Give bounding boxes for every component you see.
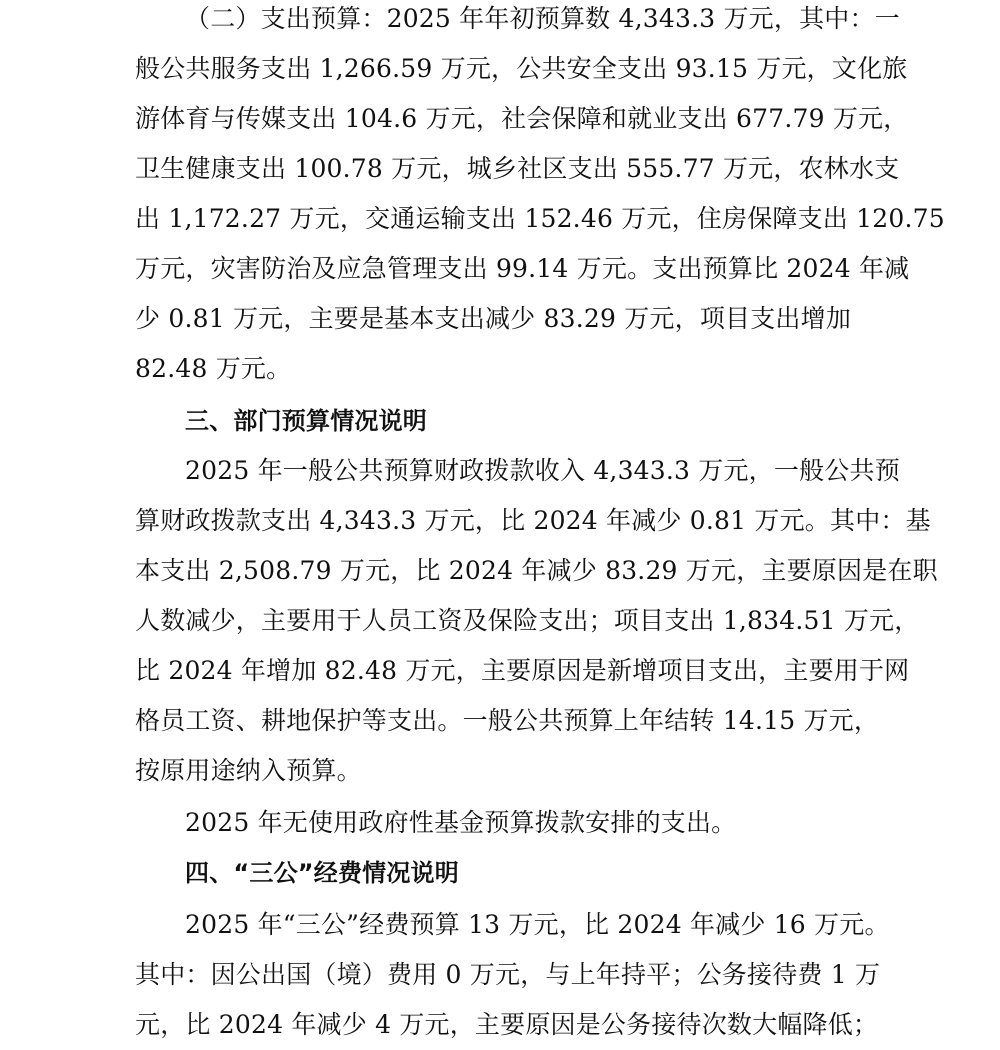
section-heading-three-public-expenses: 四、“三公”经费情况说明 bbox=[185, 859, 459, 887]
department-budget-line-5: 比 2024 年增加 82.48 万元，主要原因是新增项目支出，主要用于网 bbox=[135, 656, 910, 685]
three-public-line-1: 2025 年“三公”经费预算 13 万元，比 2024 年减少 16 万元。 bbox=[185, 910, 890, 939]
three-public-line-2: 其中：因公出国（境）费用 0 万元，与上年持平；公务接待费 1 万 bbox=[135, 960, 881, 989]
three-public-line-3: 元，比 2024 年减少 4 万元，主要原因是公务接待次数大幅降低； bbox=[135, 1010, 879, 1039]
expenditure-budget-line-2: 般公共服务支出 1,266.59 万元，公共安全支出 93.15 万元，文化旅 bbox=[135, 54, 908, 83]
section-heading-department-budget: 三、部门预算情况说明 bbox=[185, 407, 427, 435]
expenditure-budget-line-6: 万元，灾害防治及应急管理支出 99.14 万元。支出预算比 2024 年减 bbox=[135, 254, 910, 283]
department-budget-line-4: 人数减少，主要用于人员工资及保险支出；项目支出 1,834.51 万元， bbox=[135, 606, 920, 635]
expenditure-budget-line-7: 少 0.81 万元，主要是基本支出减少 83.29 万元，项目支出增加 bbox=[135, 304, 852, 333]
department-budget-line-2: 算财政拨款支出 4,343.3 万元，比 2024 年减少 0.81 万元。其中：基 bbox=[135, 506, 931, 535]
expenditure-budget-line-3: 游体育与传媒支出 104.6 万元，社会保障和就业支出 677.79 万元， bbox=[135, 104, 909, 133]
department-budget-line-7: 按原用途纳入预算。 bbox=[135, 756, 362, 785]
department-budget-line-3: 本支出 2,508.79 万元，比 2024 年减少 83.29 万元，主要原因是在职 bbox=[135, 556, 938, 585]
expenditure-budget-line-5: 出 1,172.27 万元，交通运输支出 152.46 万元，住房保障支出 120.75 bbox=[135, 204, 945, 233]
expenditure-budget-line-4: 卫生健康支出 100.78 万元，城乡社区支出 555.77 万元，农林水支 bbox=[135, 154, 900, 183]
expenditure-budget-line-1: （二）支出预算：2025 年年初预算数 4,343.3 万元，其中：一 bbox=[185, 4, 900, 33]
department-budget-line-1: 2025 年一般公共预算财政拨款收入 4,343.3 万元，一般公共预 bbox=[185, 456, 900, 485]
expenditure-budget-line-8: 82.48 万元。 bbox=[135, 354, 292, 383]
department-budget-line-6: 格员工资、耕地保护等支出。一般公共预算上年结转 14.15 万元， bbox=[135, 706, 880, 735]
government-fund-line: 2025 年无使用政府性基金预算拨款安排的支出。 bbox=[185, 808, 737, 837]
